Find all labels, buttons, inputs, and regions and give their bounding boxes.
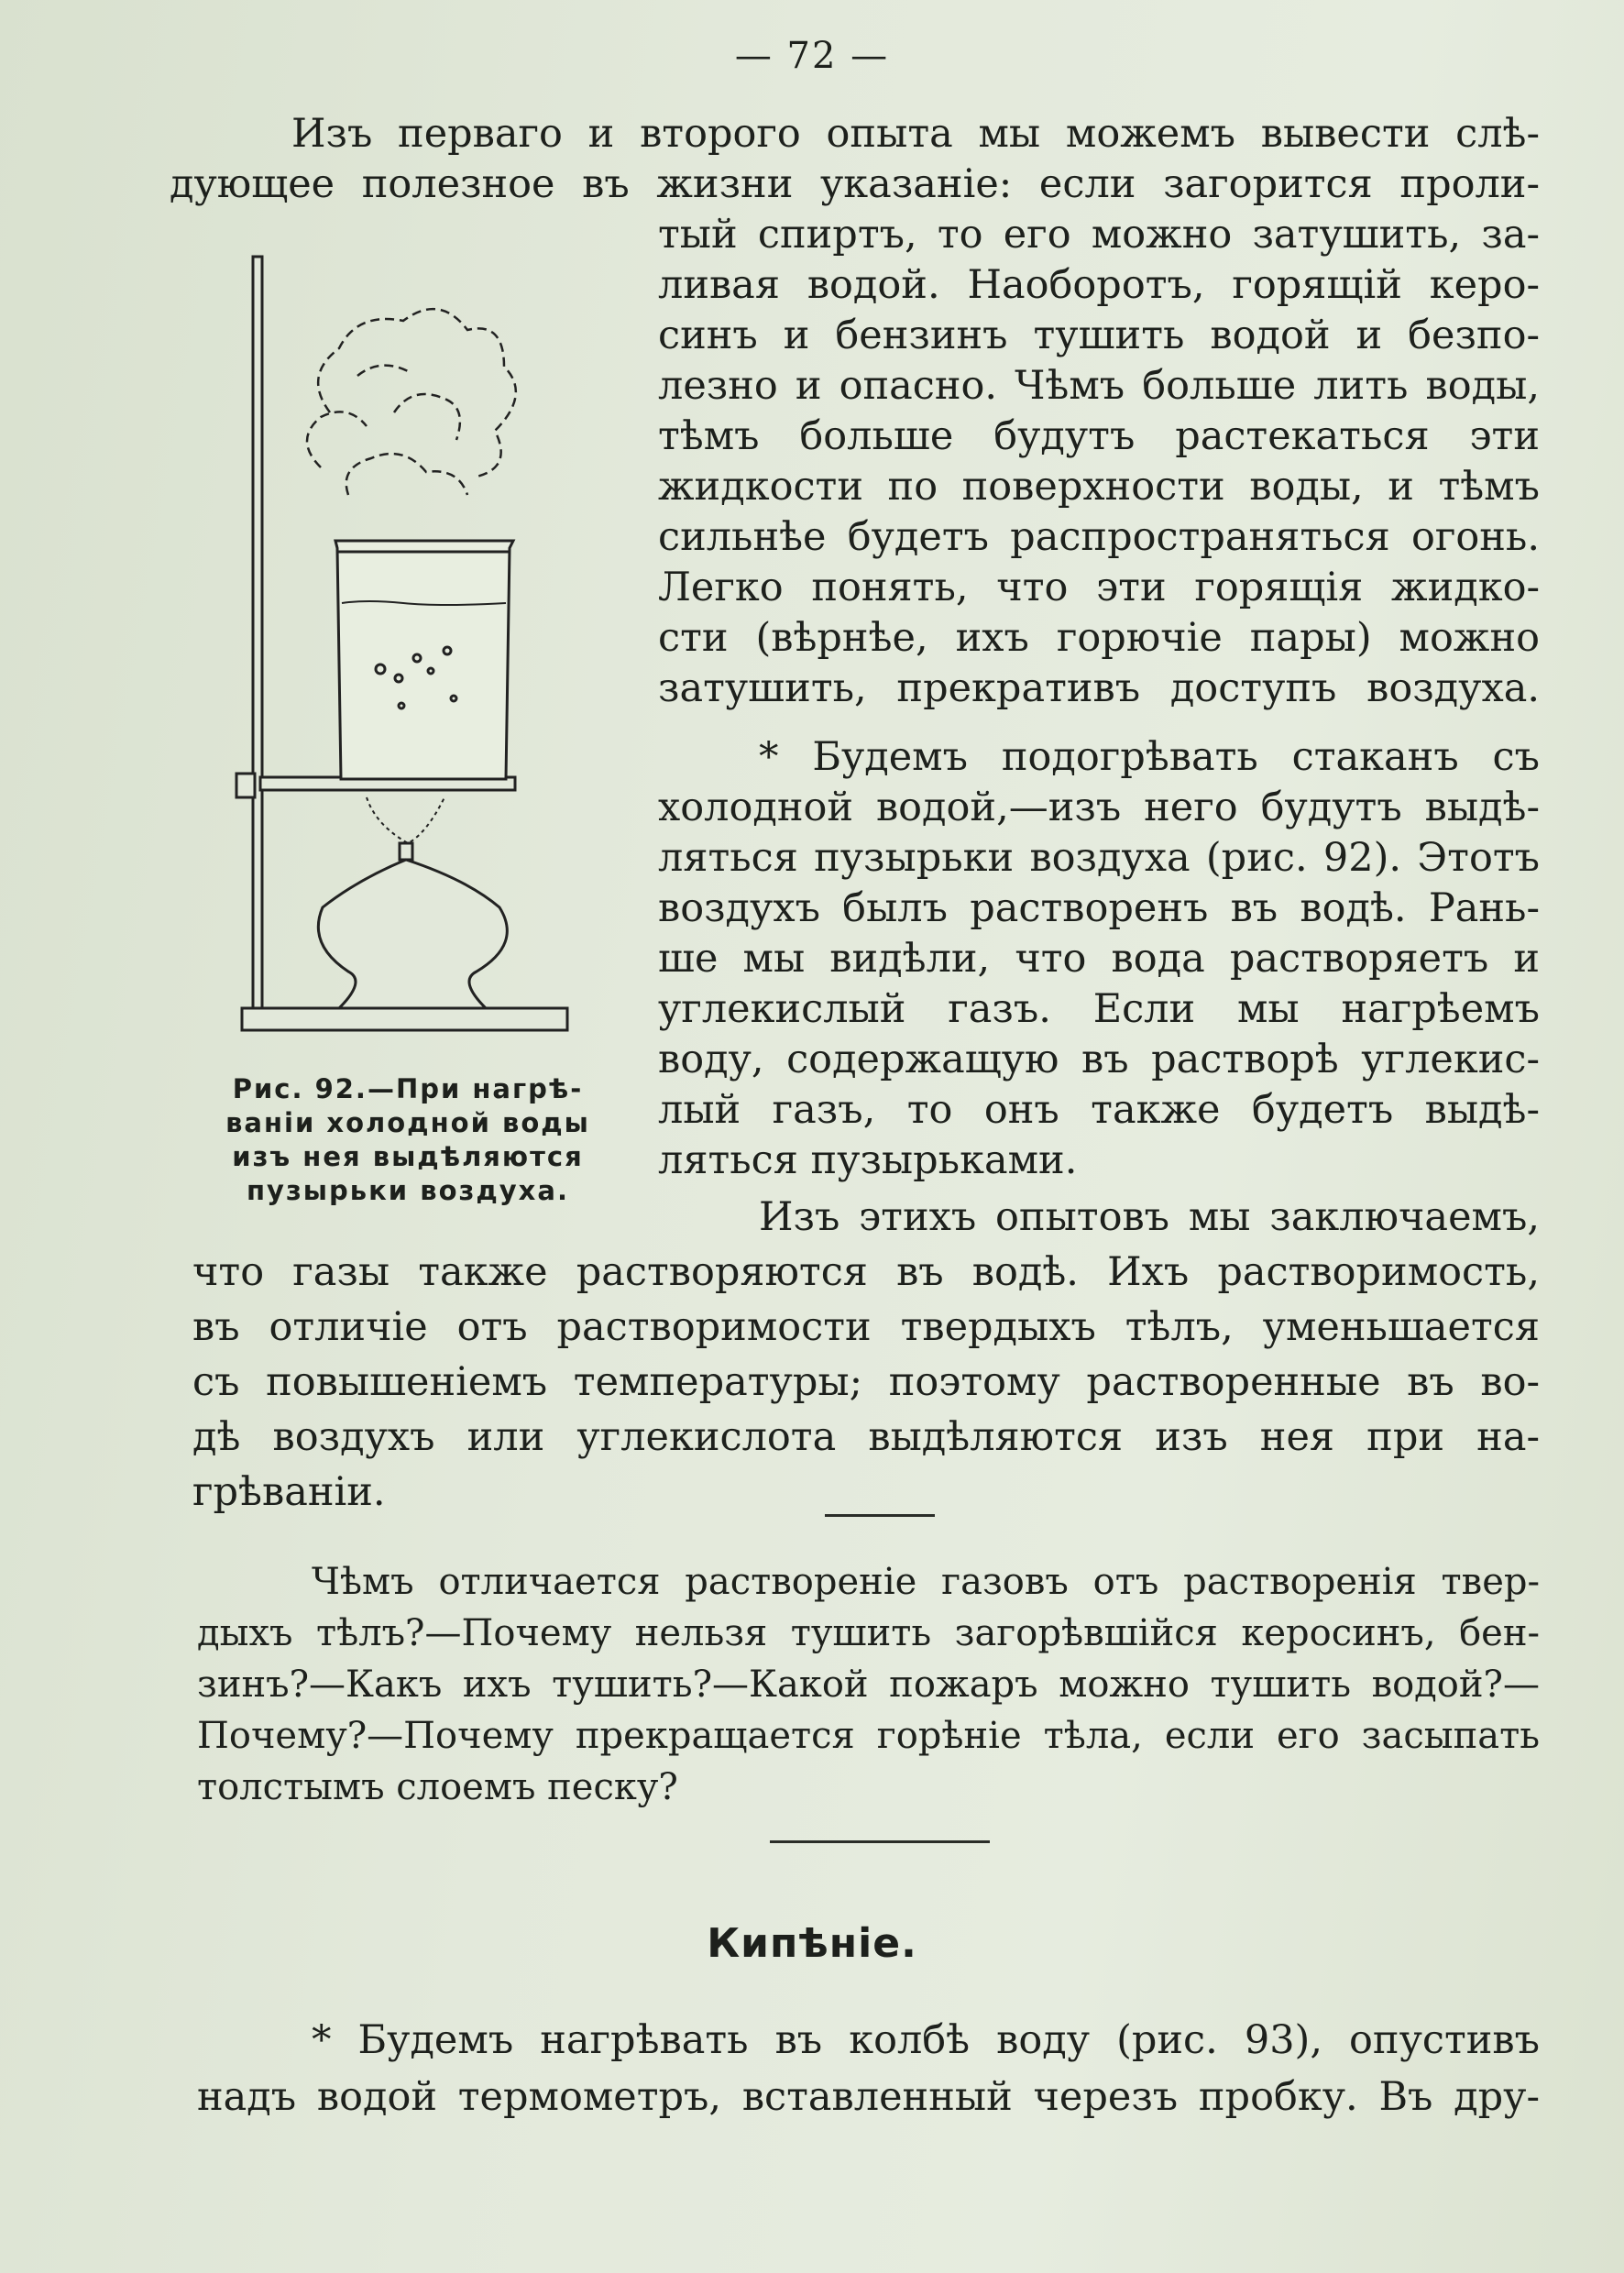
p3-line-3: въ отличіе отъ растворимости твердыхъ тѣлъ, уменьшается <box>192 1304 1540 1350</box>
figure-92-illustration <box>220 247 587 1054</box>
p2-line-8: лый газъ, то онъ также будетъ выдѣ- <box>658 1087 1540 1133</box>
stand-clamp <box>236 774 255 797</box>
p2-line-6: углекислый газъ. Если мы нагрѣемъ <box>658 986 1540 1032</box>
p1-line-10: Легко понять, что эти горящія жидко- <box>658 565 1540 610</box>
question-line-1: Чѣмъ отличается раствореніе газовъ отъ растворенія твер- <box>312 1561 1540 1603</box>
question-line-2: дыхъ тѣлъ?—Почему нельзя тушить загорѣвшійся керосинъ, бен- <box>197 1612 1540 1654</box>
caption-line-2: ваніи холодной воды <box>225 1107 590 1138</box>
p2-line-7: воду, содержащую въ растворѣ углекис- <box>658 1037 1540 1082</box>
p1-line-5: синъ и бензинъ тушить водой и безпо- <box>658 313 1540 358</box>
p3-line-6: грѣваніи. <box>192 1469 386 1515</box>
question-line-5: толстымъ слоемъ песку? <box>197 1766 678 1808</box>
steam-cloud <box>318 309 516 477</box>
p2-line-1: * Будемъ подогрѣвать стаканъ съ <box>759 734 1540 780</box>
p1-line-3: тый спиртъ, то его можно затушить, за- <box>658 212 1540 258</box>
p1-line-12: затушить, прекративъ доступъ воздуха. <box>658 665 1540 711</box>
divider-short <box>825 1514 935 1517</box>
p2-line-9: ляться пузырьками. <box>658 1137 1078 1183</box>
p3-line-5: дѣ воздухъ или углекислота выдѣляются изъ нея при на- <box>192 1414 1540 1460</box>
p1-line-11: сти (вѣрнѣе, ихъ горючіе пары) можно <box>658 615 1540 661</box>
caption-line-1: Рис. 92.—При нагрѣ- <box>232 1073 584 1104</box>
p1-line-8: жидкости по поверхности воды, и тѣмъ <box>658 464 1540 510</box>
p3-line-2: что газы также растворяются въ водѣ. Ихъ растворимость, <box>192 1249 1540 1295</box>
p3-line-4: съ повышеніемъ температуры; поэтому растворенные въ во- <box>192 1359 1540 1405</box>
beaker <box>335 541 513 779</box>
alcohol-lamp <box>318 860 507 1008</box>
p1-line-6: лезно и опасно. Чѣмъ больше лить воды, <box>658 363 1540 409</box>
p2-line-4: воздухъ былъ растворенъ въ водѣ. Рань- <box>658 885 1540 931</box>
p1-line-1: Изъ перваго и второго опыта мы можемъ вывести слѣ- <box>291 111 1540 157</box>
section-line-1: * Будемъ нагрѣвать въ колбѣ воду (рис. 93), опустивъ <box>312 2017 1540 2063</box>
p1-line-4: ливая водой. Наоборотъ, горящій керо- <box>658 262 1540 308</box>
stand-rod <box>253 257 262 1008</box>
flame <box>367 797 444 843</box>
divider-long <box>770 1840 990 1843</box>
p1-line-7: тѣмъ больше будутъ растекаться эти <box>658 413 1540 459</box>
page-number: — 72 — <box>734 35 890 77</box>
question-line-4: Почему?—Почему прекращается горѣніе тѣла, если его засыпать <box>197 1715 1540 1757</box>
section-line-2: надъ водой термометръ, вставленный черезъ пробку. Въ дру- <box>197 2074 1540 2120</box>
section-heading: Кипѣніе. <box>707 1920 917 1967</box>
p2-line-5: ше мы видѣли, что вода растворяетъ и <box>658 936 1540 982</box>
p2-line-2: холодной водой,—изъ него будутъ выдѣ- <box>658 785 1540 830</box>
p2-line-3: ляться пузырьки воздуха (рис. 92). Этотъ <box>658 835 1540 881</box>
stand-base <box>242 1008 567 1030</box>
question-line-3: зинъ?—Какъ ихъ тушить?—Какой пожаръ можно тушить водой?— <box>197 1664 1540 1706</box>
figure-92-caption <box>188 1072 628 1208</box>
p3-line-1: Изъ этихъ опытовъ мы заключаемъ, <box>759 1194 1540 1240</box>
p1-line-9: сильнѣе будетъ распространяться огонь. <box>658 514 1540 560</box>
caption-line-3: изъ нея выдѣляются <box>232 1141 584 1172</box>
caption-line-4: пузырьки воздуха. <box>247 1175 569 1206</box>
p1-line-2: дующее полезное въ жизни указаніе: если загорится проли- <box>170 161 1540 207</box>
